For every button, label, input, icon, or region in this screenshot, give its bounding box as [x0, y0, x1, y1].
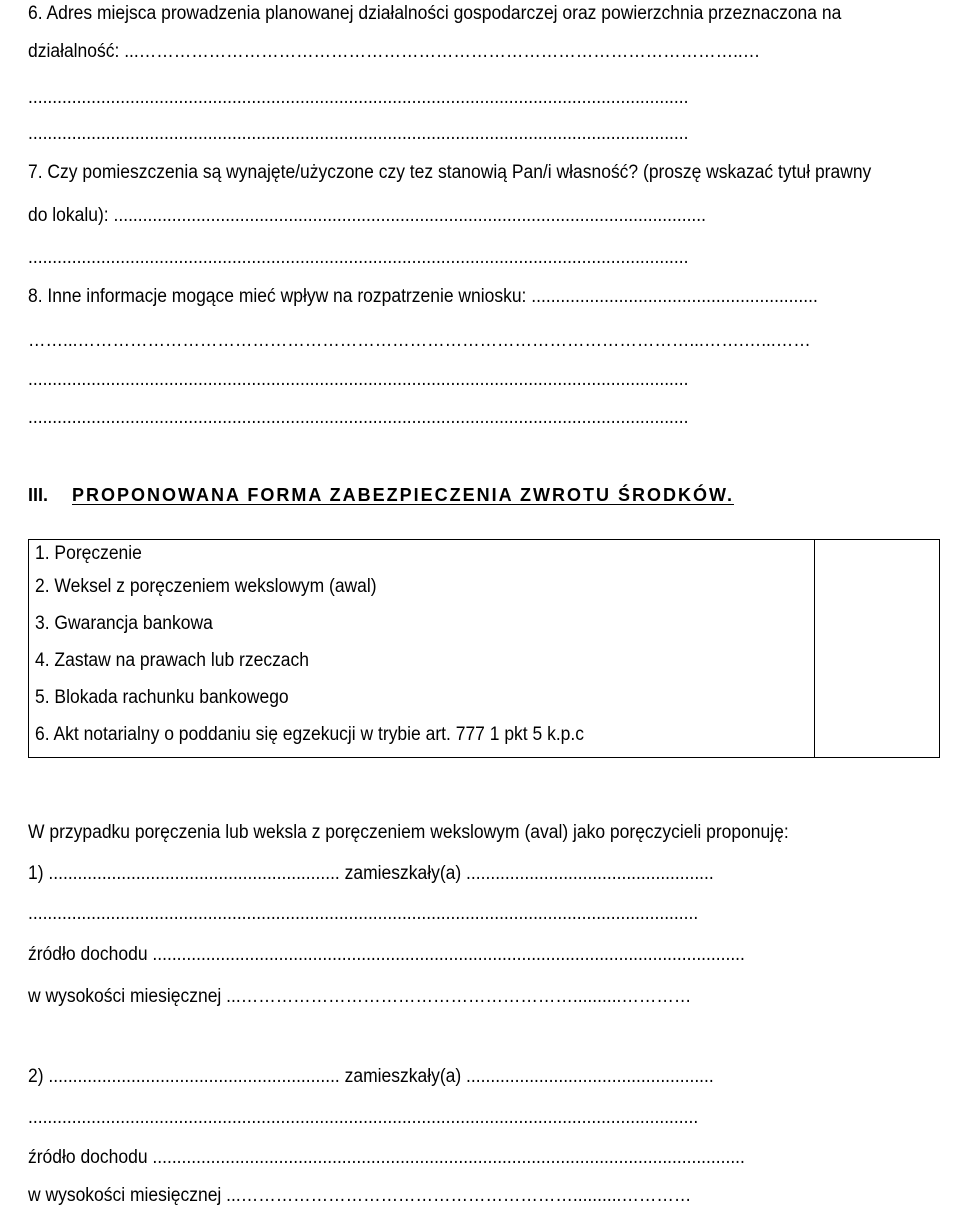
q8-fill-1: ……...……………………………………………………………………………………………...…….…...…… — [28, 330, 811, 351]
option-item: 2. Weksel z poręczeniem wekslowym (awal) — [35, 576, 377, 597]
q8-fill-2: ........................................................................................................................................ — [28, 369, 689, 390]
option-item: 6. Akt notarialny o poddaniu się egzekucji w trybie art. 777 1 pkt 5 k.p.c — [35, 724, 584, 745]
q6-fill-1: ........................................................................................................................................ — [28, 87, 689, 108]
guarantor-2-income: źródło dochodu .......................................................................................................................... — [28, 1147, 745, 1168]
option-answer-box[interactable] — [814, 540, 939, 758]
security-options-table — [28, 539, 940, 758]
q7-line-2: do lokalu): .......................................................................................................................... — [28, 205, 707, 226]
section-title: PROPONOWANA FORMA ZABEZPIECZENIA ZWROTU ŚRODKÓW. — [72, 485, 734, 505]
guarantors-intro: W przypadku poręczenia lub weksla z poręczeniem wekslowym (aval) jako poręczycieli proponuję: — [28, 822, 789, 843]
q7-line-1: 7. Czy pomieszczenia są wynajęte/użyczone czy tez stanowią Pan/i własność? (proszę wskazać tytuł prawny — [28, 162, 872, 183]
option-item: 4. Zastaw na prawach lub rzeczach — [35, 650, 309, 671]
q6-fill-2: ........................................................................................................................................ — [28, 123, 689, 144]
guarantor-2-name: 2) ............................................................ zamieszkały(a) ................................................... — [28, 1066, 714, 1087]
guarantor-1-name: 1) ............................................................ zamieszkały(a) ................................................... — [28, 863, 714, 884]
options-list-cell — [29, 540, 815, 758]
q7-fill-1: ........................................................................................................................................ — [28, 247, 689, 268]
q6-line-1: 6. Adres miejsca prowadzenia planowanej działalności gospodarczej oraz powierzchnia przeznaczona na — [28, 3, 842, 24]
q8-fill-3: ........................................................................................................................................ — [28, 407, 689, 428]
guarantor-1-amount: w wysokości miesięcznej ...…………………………………………………..........………… — [28, 986, 692, 1007]
option-item: 5. Blokada rachunku bankowego — [35, 687, 289, 708]
q8-line-1: 8. Inne informacje mogące mieć wpływ na rozpatrzenie wniosku: ........................................................... — [28, 286, 818, 307]
q6-line-2: działalność: ...…………………………………………………………………………………………..… — [28, 41, 761, 62]
option-item: 1. Poręczenie — [35, 543, 142, 564]
option-item: 3. Gwarancja bankowa — [35, 613, 213, 634]
guarantor-1-address: .......................................................................................................................................... — [28, 903, 699, 924]
section-number: III. — [28, 485, 49, 505]
guarantor-2-amount: w wysokości miesięcznej ...…………………………………………………..........………… — [28, 1185, 692, 1206]
guarantor-1-income: źródło dochodu .......................................................................................................................... — [28, 944, 745, 965]
guarantor-2-address: .......................................................................................................................................... — [28, 1107, 699, 1128]
